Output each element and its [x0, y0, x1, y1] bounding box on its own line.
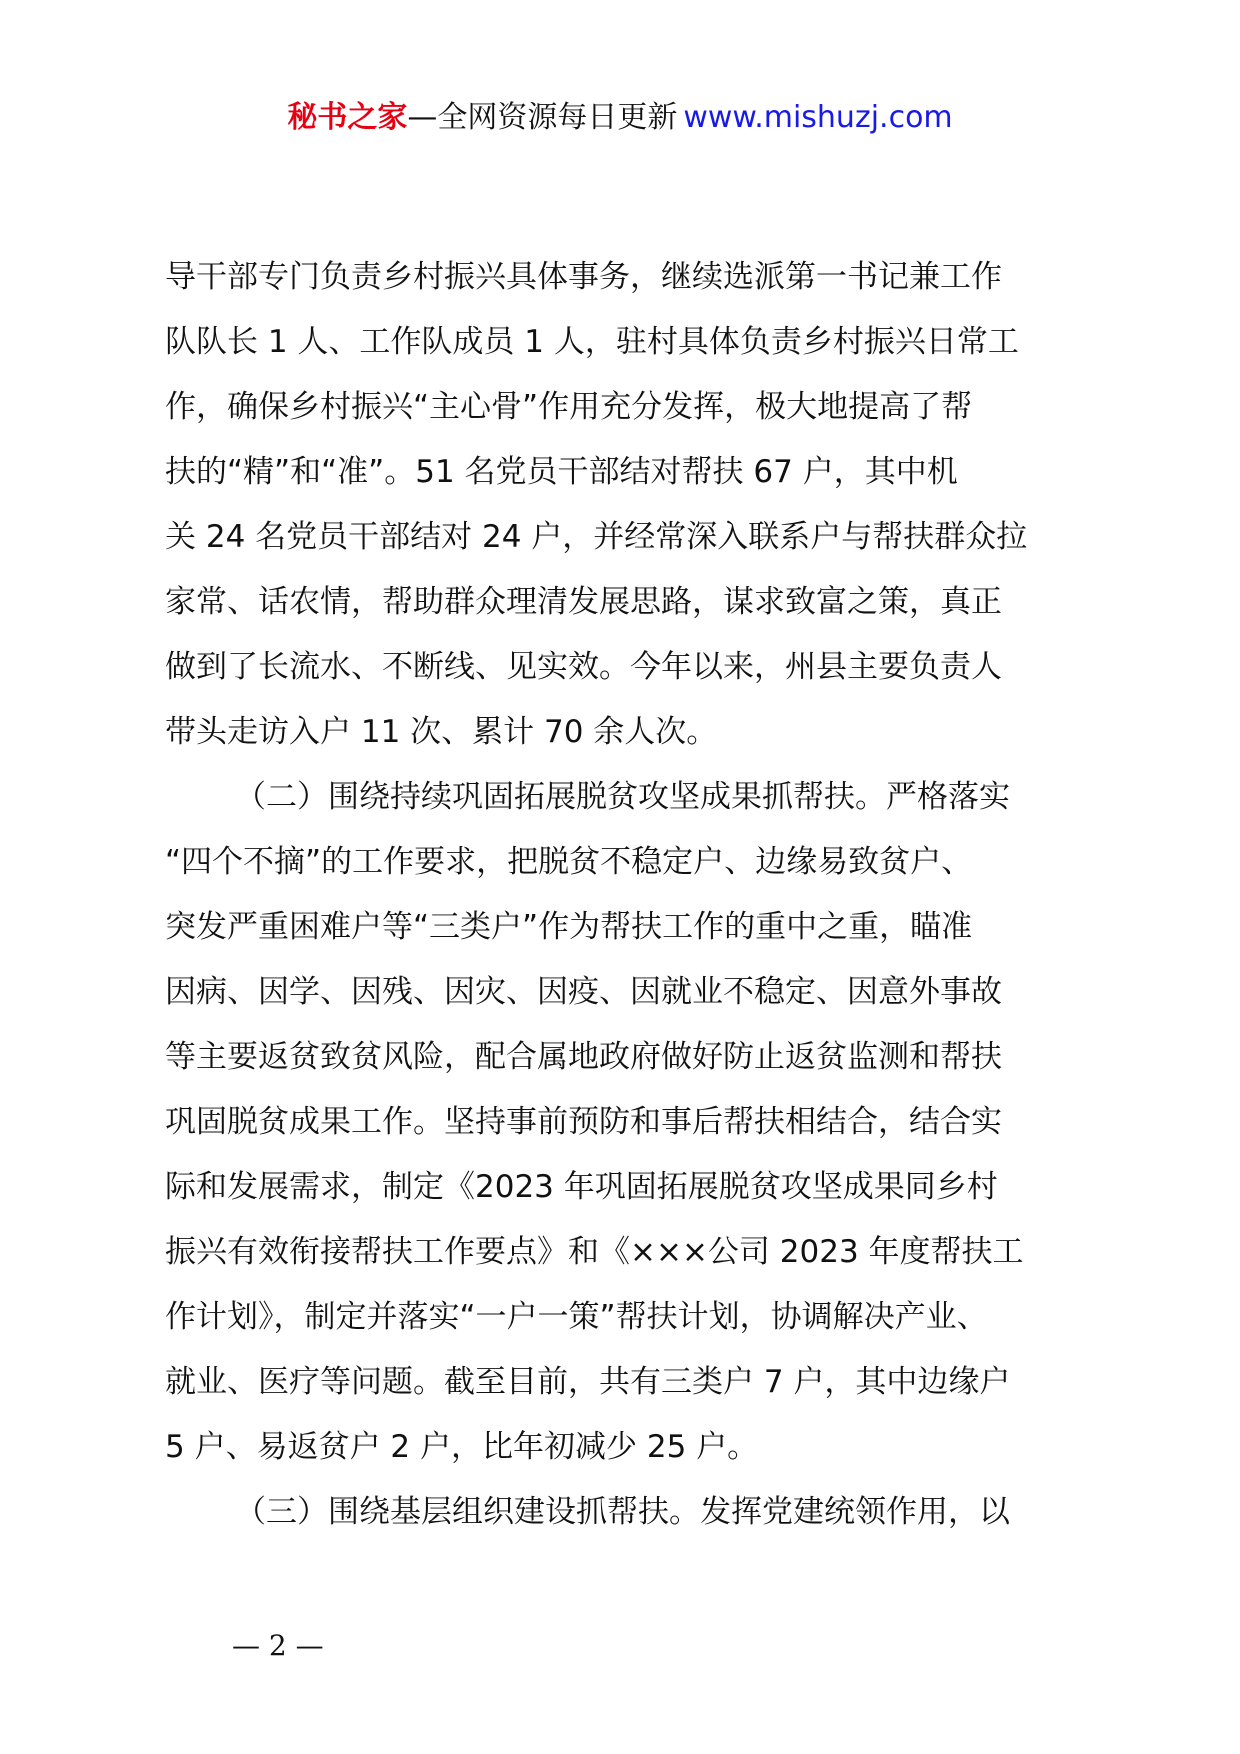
page-number: — 2 — — [232, 1629, 324, 1662]
site-header — [0, 98, 1240, 138]
body-line: 队队长 1 人、工作队成员 1 人，驻村具体负责乡村振兴日常工 — [165, 324, 1019, 360]
body-line: 家常、话农情，帮助群众理清发展思路，谋求致富之策，真正 — [165, 584, 1002, 620]
body-line: “四个不摘”的工作要求，把脱贫不稳定户、边缘易致贫户、 — [165, 844, 973, 880]
section-heading-line: （二）围绕持续巩固拓展脱贫攻坚成果抓帮扶。严格落实 — [235, 779, 1010, 815]
body-line: 导干部专门负责乡村振兴具体事务，继续选派第一书记兼工作 — [165, 259, 1002, 295]
site-brand: 秘书之家 — [287, 100, 408, 135]
body-line: 做到了长流水、不断线、见实效。今年以来，州县主要负责人 — [165, 649, 1002, 685]
body-line: 际和发展需求，制定《2023 年巩固拓展脱贫攻坚成果同乡村 — [165, 1169, 998, 1205]
body-line: 突发严重困难户等“三类户”作为帮扶工作的重中之重，瞄准 — [165, 909, 973, 945]
body-line: 作，确保乡村振兴“主心骨”作用充分发挥，极大地提高了帮 — [165, 389, 973, 425]
section-heading-line: （三）围绕基层组织建设抓帮扶。发挥党建统领作用，以 — [235, 1494, 1010, 1530]
body-line: 5 户、易返贫户 2 户，比年初减少 25 户。 — [165, 1429, 759, 1465]
body-line: 关 24 名党员干部结对 24 户，并经常深入联系户与帮扶群众拉 — [165, 519, 1028, 555]
body-line: 作计划》，制定并落实“一户一策”帮扶计划，协调解决产业、 — [165, 1299, 988, 1335]
body-line: 因病、因学、因残、因灾、因疫、因就业不稳定、因意外事故 — [165, 974, 1002, 1010]
body-line: 等主要返贫致贫风险，配合属地政府做好防止返贫监测和帮扶 — [165, 1039, 1002, 1075]
body-line: 巩固脱贫成果工作。坚持事前预防和事后帮扶相结合，结合实 — [165, 1104, 1002, 1140]
body-line: 就业、医疗等问题。截至目前，共有三类户 7 户，其中边缘户 — [165, 1364, 1011, 1400]
body-line: 扶的“精”和“准”。51 名党员干部结对帮扶 67 户，其中机 — [165, 454, 958, 490]
body-line: 振兴有效衔接帮扶工作要点》和《×××公司 2023 年度帮扶工 — [165, 1234, 1024, 1270]
site-url-link[interactable]: www.mishuzj.com — [683, 100, 953, 135]
body-line: 带头走访入户 11 次、累计 70 余人次。 — [165, 714, 718, 750]
site-slogan: —全网资源每日更新 — [407, 100, 678, 135]
document-body — [165, 245, 1085, 1545]
